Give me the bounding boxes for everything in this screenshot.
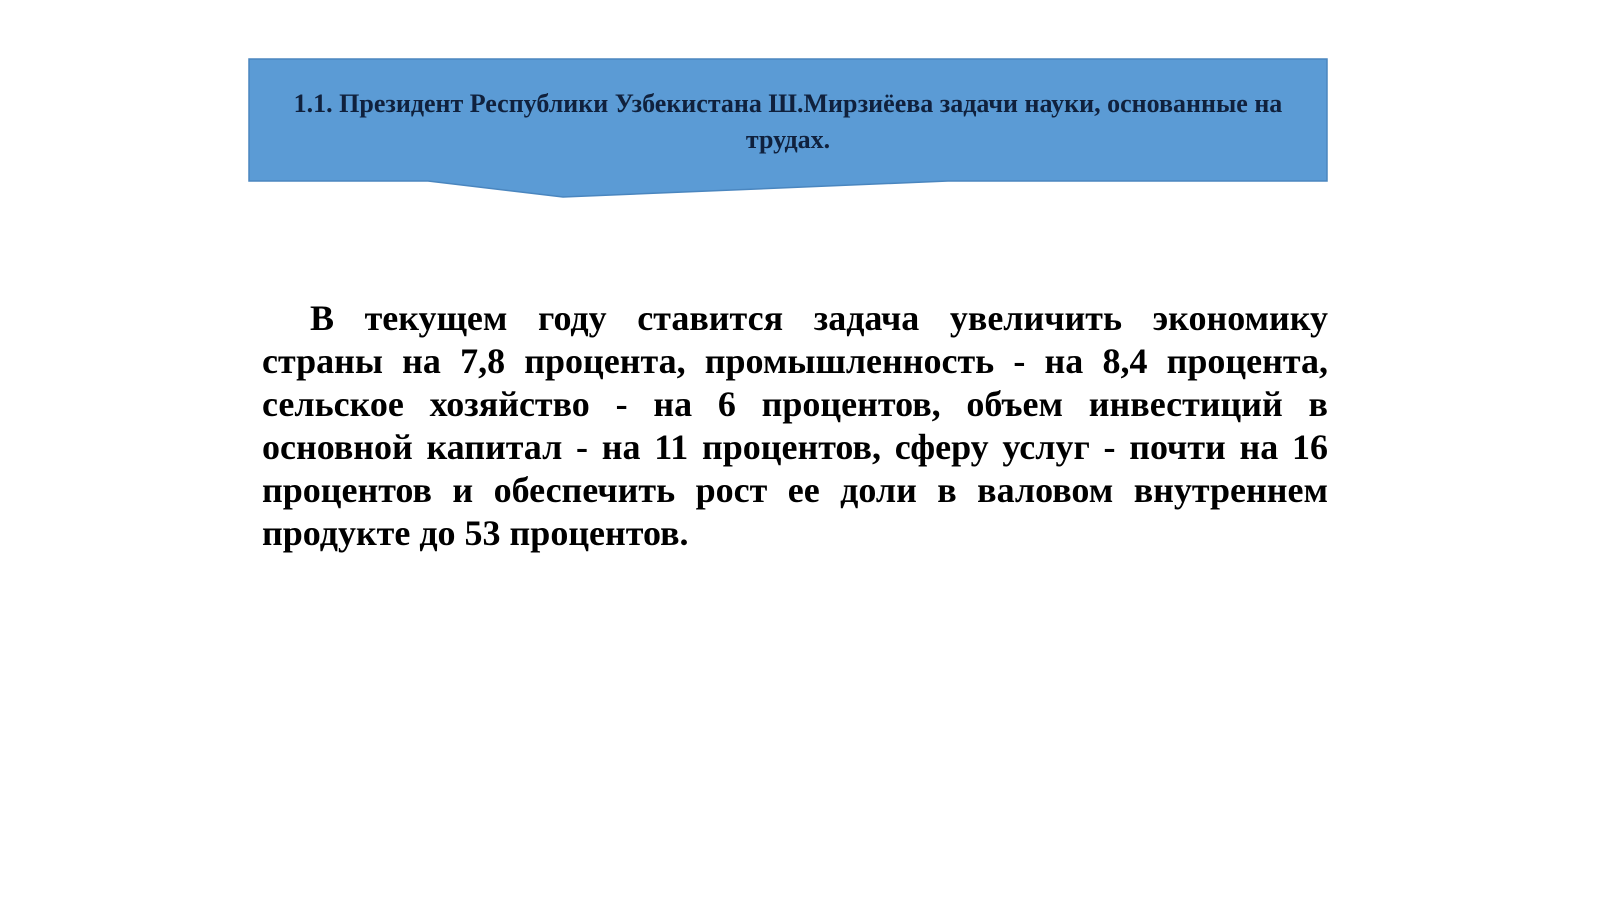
banner-title: 1.1. Президент Республики Узбекистана Ш.Мирзиёева задачи науки, основанные на трудах. [293,89,1283,154]
title-banner [248,58,1328,198]
body-paragraph: В текущем году ставится задача увеличить экономику страны на 7,8 процента, промышленность - на 8,4 процента, сельское хозяйство - на 6 процентов, объем инвестиций в основной капитал - на 11 процентов, сферу услуг - почти на 16 процентов и обеспечить рост ее доли в валовом внутреннем продукте до 53 процентов. [262,298,1328,553]
